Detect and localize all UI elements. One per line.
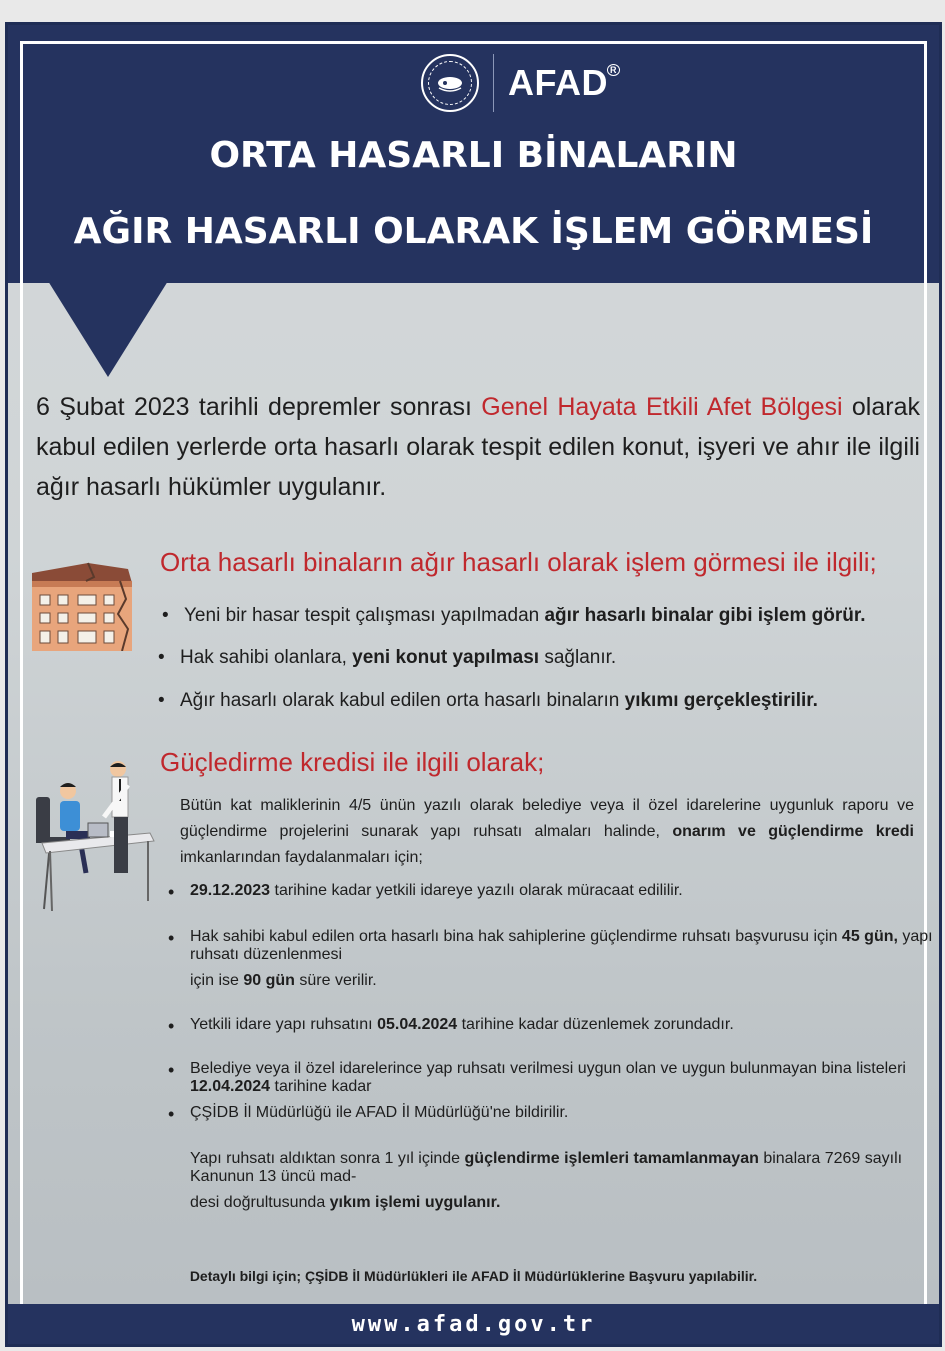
page-title-line2: AĞIR HASARLI OLARAK İŞLEM GÖRMESİ xyxy=(73,211,874,252)
website-link[interactable]: www.afad.gov.tr xyxy=(351,1311,596,1337)
section2-paragraph2-continuation: desi doğrultusunda yıkım işlemi uygulanır. xyxy=(190,1194,501,1211)
section2-bullet: • Belediye veya il özel idarelerince yap ruhsatı verilmesi uygun olan ve uygun bulunmayan bina listeleri 12.04.2024 tarihine kadar xyxy=(190,1060,939,1096)
logo-divider xyxy=(493,54,494,112)
section1-bullet: • Yeni bir hasar tespit çalışması yapılmadan ağır hasarlı binalar gibi işlem görür. xyxy=(184,605,865,627)
highlight-text: Genel Hayata Etkili Afet Bölgesi xyxy=(481,393,843,421)
footer-info: Detaylı bilgi için; ÇŞİDB İl Müdürlükleri ile AFAD İl Müdürlüklerine Başvuru yapılabilir. xyxy=(189,1268,758,1284)
footer-bar xyxy=(8,1304,939,1344)
section2-title: Güçledirme kredisi ile ilgili olarak; xyxy=(160,747,545,777)
section1-bullet: • Hak sahibi olanlara, yeni konut yapılması sağlanır. xyxy=(180,647,616,669)
logo-group xyxy=(421,53,617,113)
intro-paragraph: 6 Şubat 2023 tarihli depremler sonrası Genel Hayata Etkili Afet Bölgesi olarak kabul edilen yerlerde orta hasarlı olarak tespit edilen konut, işyeri ve ahır ile ilgili ağır hasarlı hükümler uygulanır. xyxy=(36,393,920,501)
afad-logo: AFAD R xyxy=(508,62,608,104)
header-pointer xyxy=(48,281,168,377)
section2-bullet: • ÇŞİDB İl Müdürlüğü ile AFAD İl Müdürlüğü'ne bildirilir. xyxy=(190,1104,568,1122)
section2-paragraph2: Yapı ruhsatı aldıktan sonra 1 yıl içinde güçlendirme işlemleri tamamlanmayan binalara 7269 sayılı Kanunun 13 üncü mad- xyxy=(190,1150,903,1185)
section2-bullet: • Hak sahibi kabul edilen orta hasarlı bina hak sahiplerine güçlendirme ruhsatı başvurusu için 45 gün, yapı ruhsatı düzenlenmesi xyxy=(190,928,939,964)
frame-line xyxy=(20,41,927,44)
office-workers-icon xyxy=(30,761,164,911)
section2-bullet-continuation: için ise 90 gün süre verilir. xyxy=(190,972,377,989)
page-title-line1: ORTA HASARLI BİNALARIN xyxy=(209,135,738,176)
section2-bullet: • 29.12.2023 tarihine kadar yetkili idareye yazılı olarak müracaat edililir. xyxy=(190,882,683,900)
damaged-building-icon xyxy=(28,559,136,651)
section1-title: Orta hasarlı binaların ağır hasarlı olarak işlem görmesi ile ilgili; xyxy=(160,547,877,577)
section1-bullet: • Ağır hasarlı olarak kabul edilen orta hasarlı binaların yıkımı gerçekleştirilir. xyxy=(180,690,818,712)
section2-paragraph: Bütün kat maliklerinin 4/5 ünün yazılı olarak belediye veya il özel idarelerine uygunluk raporu ve güçlendirme projelerini sunarak yapı ruhsatı almaları halinde, onarım ve güçlendirme kredi imkanlarından faydalanmaları için; xyxy=(180,797,915,866)
poster xyxy=(5,22,942,1347)
section2-bullet: • Yetkili idare yapı ruhsatını 05.04.2024 tarihine kadar düzenlemek zorundadır. xyxy=(190,1016,734,1034)
ministry-seal-icon xyxy=(421,54,479,112)
